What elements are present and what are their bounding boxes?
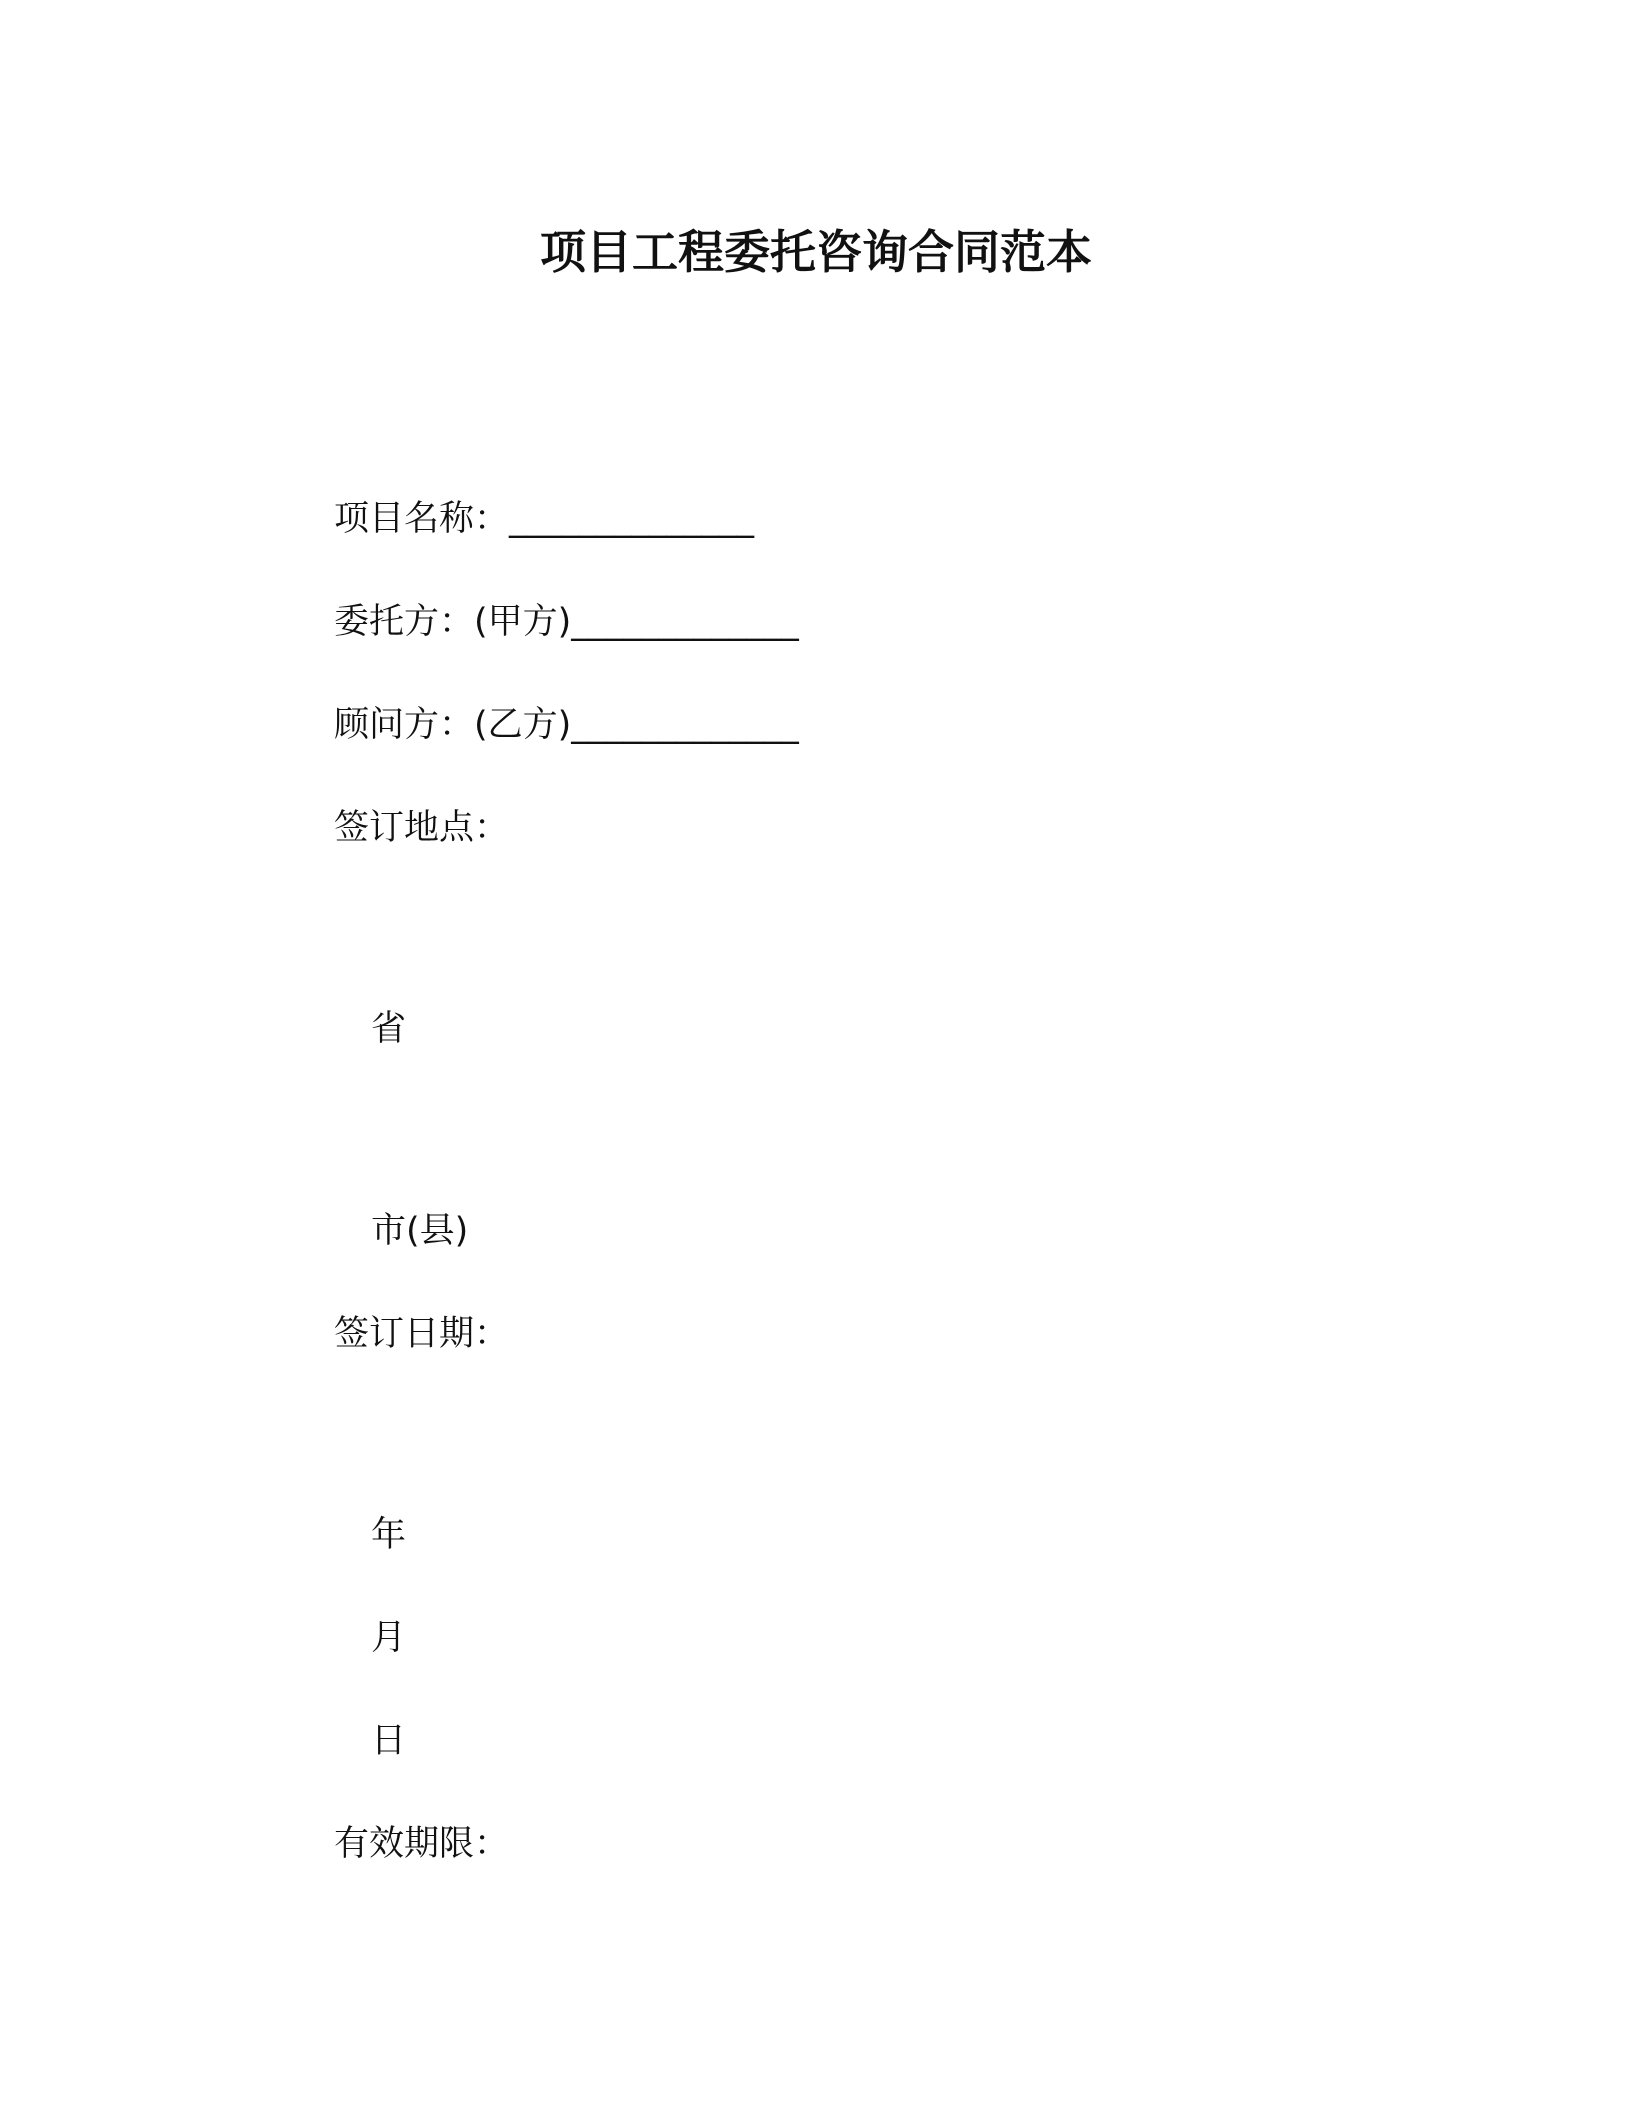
project-name-field: 项目名称：______________: [334, 499, 755, 539]
day-label: 日: [371, 1721, 407, 1761]
province-label: 省: [371, 1009, 407, 1049]
validity-period-label: 有效期限：: [334, 1824, 510, 1864]
document-title: 项目工程委托咨询合同范本: [540, 225, 1092, 279]
consultant-field: 顾问方：(乙方)_____________: [334, 705, 799, 745]
signing-date-label: 签订日期：: [334, 1314, 510, 1354]
year-label: 年: [371, 1515, 407, 1555]
client-field: 委托方：(甲方)_____________: [334, 602, 799, 642]
month-label: 月: [371, 1618, 407, 1658]
city-county-label: 市(县): [371, 1211, 469, 1251]
signing-place-label: 签订地点：: [334, 808, 510, 848]
